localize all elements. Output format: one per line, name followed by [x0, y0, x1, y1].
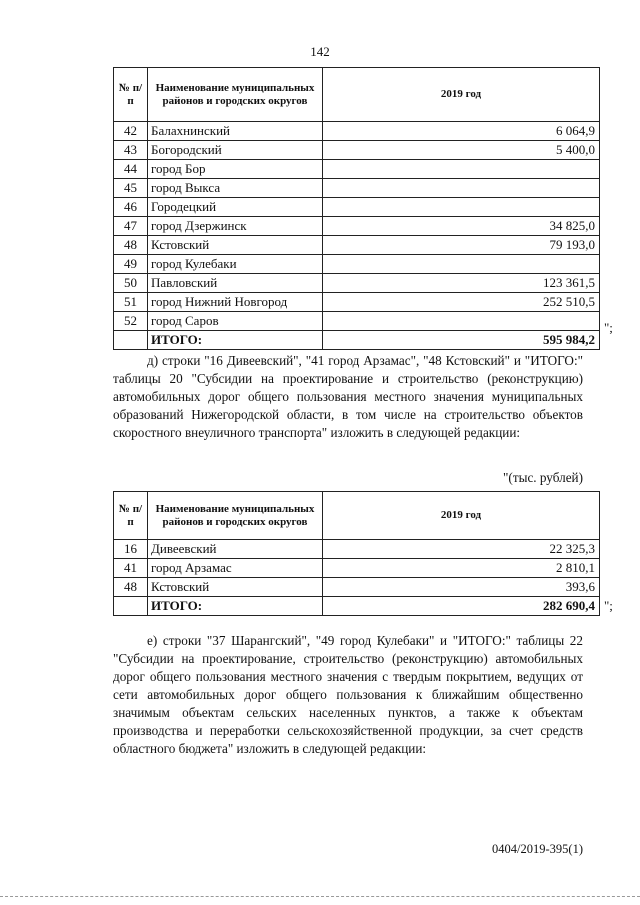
row-number: 43: [114, 141, 148, 160]
row-number: 50: [114, 274, 148, 293]
table-row: [114, 141, 600, 160]
row-value: [323, 198, 600, 217]
subsidy-table-1: [113, 67, 600, 350]
row-number: 42: [114, 122, 148, 141]
row-number: 48: [114, 236, 148, 255]
subsidy-table-2: [113, 491, 600, 616]
row-name: Кстовский: [148, 578, 323, 597]
row-value: 6 064,9: [323, 122, 600, 141]
unit-note: "(тыс. рублей): [503, 470, 583, 485]
total-row: [114, 597, 600, 616]
row-value: [323, 160, 600, 179]
row-value: 5 400,0: [323, 141, 600, 160]
total-row: [114, 331, 600, 350]
row-value: 2 810,1: [323, 559, 600, 578]
header-year: 2019 год: [323, 68, 600, 122]
total-label: ИТОГО:: [148, 331, 323, 350]
header-number: № п/п: [114, 68, 148, 122]
page-number: 142: [310, 44, 330, 59]
total-number-cell: [114, 331, 148, 350]
row-value: 252 510,5: [323, 293, 600, 312]
row-number: 44: [114, 160, 148, 179]
row-number: 45: [114, 179, 148, 198]
row-name: город Нижний Новгород: [148, 293, 323, 312]
row-name: город Бор: [148, 160, 323, 179]
row-number: 46: [114, 198, 148, 217]
row-name: Павловский: [148, 274, 323, 293]
row-number: 52: [114, 312, 148, 331]
row-number: 48: [114, 578, 148, 597]
row-name: город Кулебаки: [148, 255, 323, 274]
paragraph-e: [113, 632, 583, 758]
row-value: 393,6: [323, 578, 600, 597]
table-row: [114, 540, 600, 559]
row-name: город Саров: [148, 312, 323, 331]
table-row: [114, 274, 600, 293]
header-year: 2019 год: [323, 492, 600, 540]
paragraph-e-text: е) строки "37 Шарангский", "49 город Кулебаки" и "ИТОГО:" таблицы 22 "Субсидии на проектирование, строительство (реконструкцию) автомобильных дорог общего пользования местного значения с твердым покрытием, ведущих от сети автомобильных дорог общего пользования к ближайшим общественно значимым объектам сельских населенных пунктов, а также к объектам производства и переработки сельскохозяйственной продукции, за счет средств областного бюджета" изложить в следующей редакции:: [113, 633, 583, 756]
row-name: Городецкий: [148, 198, 323, 217]
paragraph-d: [113, 352, 583, 442]
row-number: 16: [114, 540, 148, 559]
header-number: № п/п: [114, 492, 148, 540]
row-value: 22 325,3: [323, 540, 600, 559]
table-row: [114, 578, 600, 597]
table-row: [114, 198, 600, 217]
bottom-divider: [0, 896, 640, 897]
row-name: Дивеевский: [148, 540, 323, 559]
total-value: 282 690,4: [323, 597, 600, 616]
total-value: 595 984,2: [323, 331, 600, 350]
table-row: [114, 293, 600, 312]
table-row: [114, 559, 600, 578]
total-label: ИТОГО:: [148, 597, 323, 616]
table2-closing-quote: ";: [604, 598, 613, 613]
table-row: [114, 160, 600, 179]
paragraph-d-text: д) строки "16 Дивеевский", "41 город Арзамас", "48 Кстовский" и "ИТОГО:" таблицы 20 "Субсидии на проектирование и строительство (реконструкцию) автомобильных дорог общего пользования местного значения муниципальных образований Нижегородской области, в том числе на строительство объектов скоростного внеуличного транспорта" изложить в следующей редакции:: [113, 353, 583, 440]
row-name: город Выкса: [148, 179, 323, 198]
table-row: [114, 255, 600, 274]
table-row: [114, 312, 600, 331]
row-value: [323, 179, 600, 198]
row-number: 51: [114, 293, 148, 312]
row-value: [323, 255, 600, 274]
row-name: город Дзержинск: [148, 217, 323, 236]
table1-closing-quote: ";: [604, 320, 613, 335]
row-name: Богородский: [148, 141, 323, 160]
table-row: [114, 217, 600, 236]
row-value: 79 193,0: [323, 236, 600, 255]
row-name: Кстовский: [148, 236, 323, 255]
header-name: Наименование муниципальных районов и городских округов: [148, 68, 323, 122]
table-row: [114, 179, 600, 198]
row-value: [323, 312, 600, 331]
table-row: [114, 236, 600, 255]
table-row: [114, 122, 600, 141]
row-name: город Арзамас: [148, 559, 323, 578]
row-name: Балахнинский: [148, 122, 323, 141]
row-value: 34 825,0: [323, 217, 600, 236]
row-number: 47: [114, 217, 148, 236]
row-number: 49: [114, 255, 148, 274]
total-number-cell: [114, 597, 148, 616]
row-value: 123 361,5: [323, 274, 600, 293]
document-code: 0404/2019-395(1): [492, 842, 583, 856]
row-number: 41: [114, 559, 148, 578]
header-name: Наименование муниципальных районов и городских округов: [148, 492, 323, 540]
